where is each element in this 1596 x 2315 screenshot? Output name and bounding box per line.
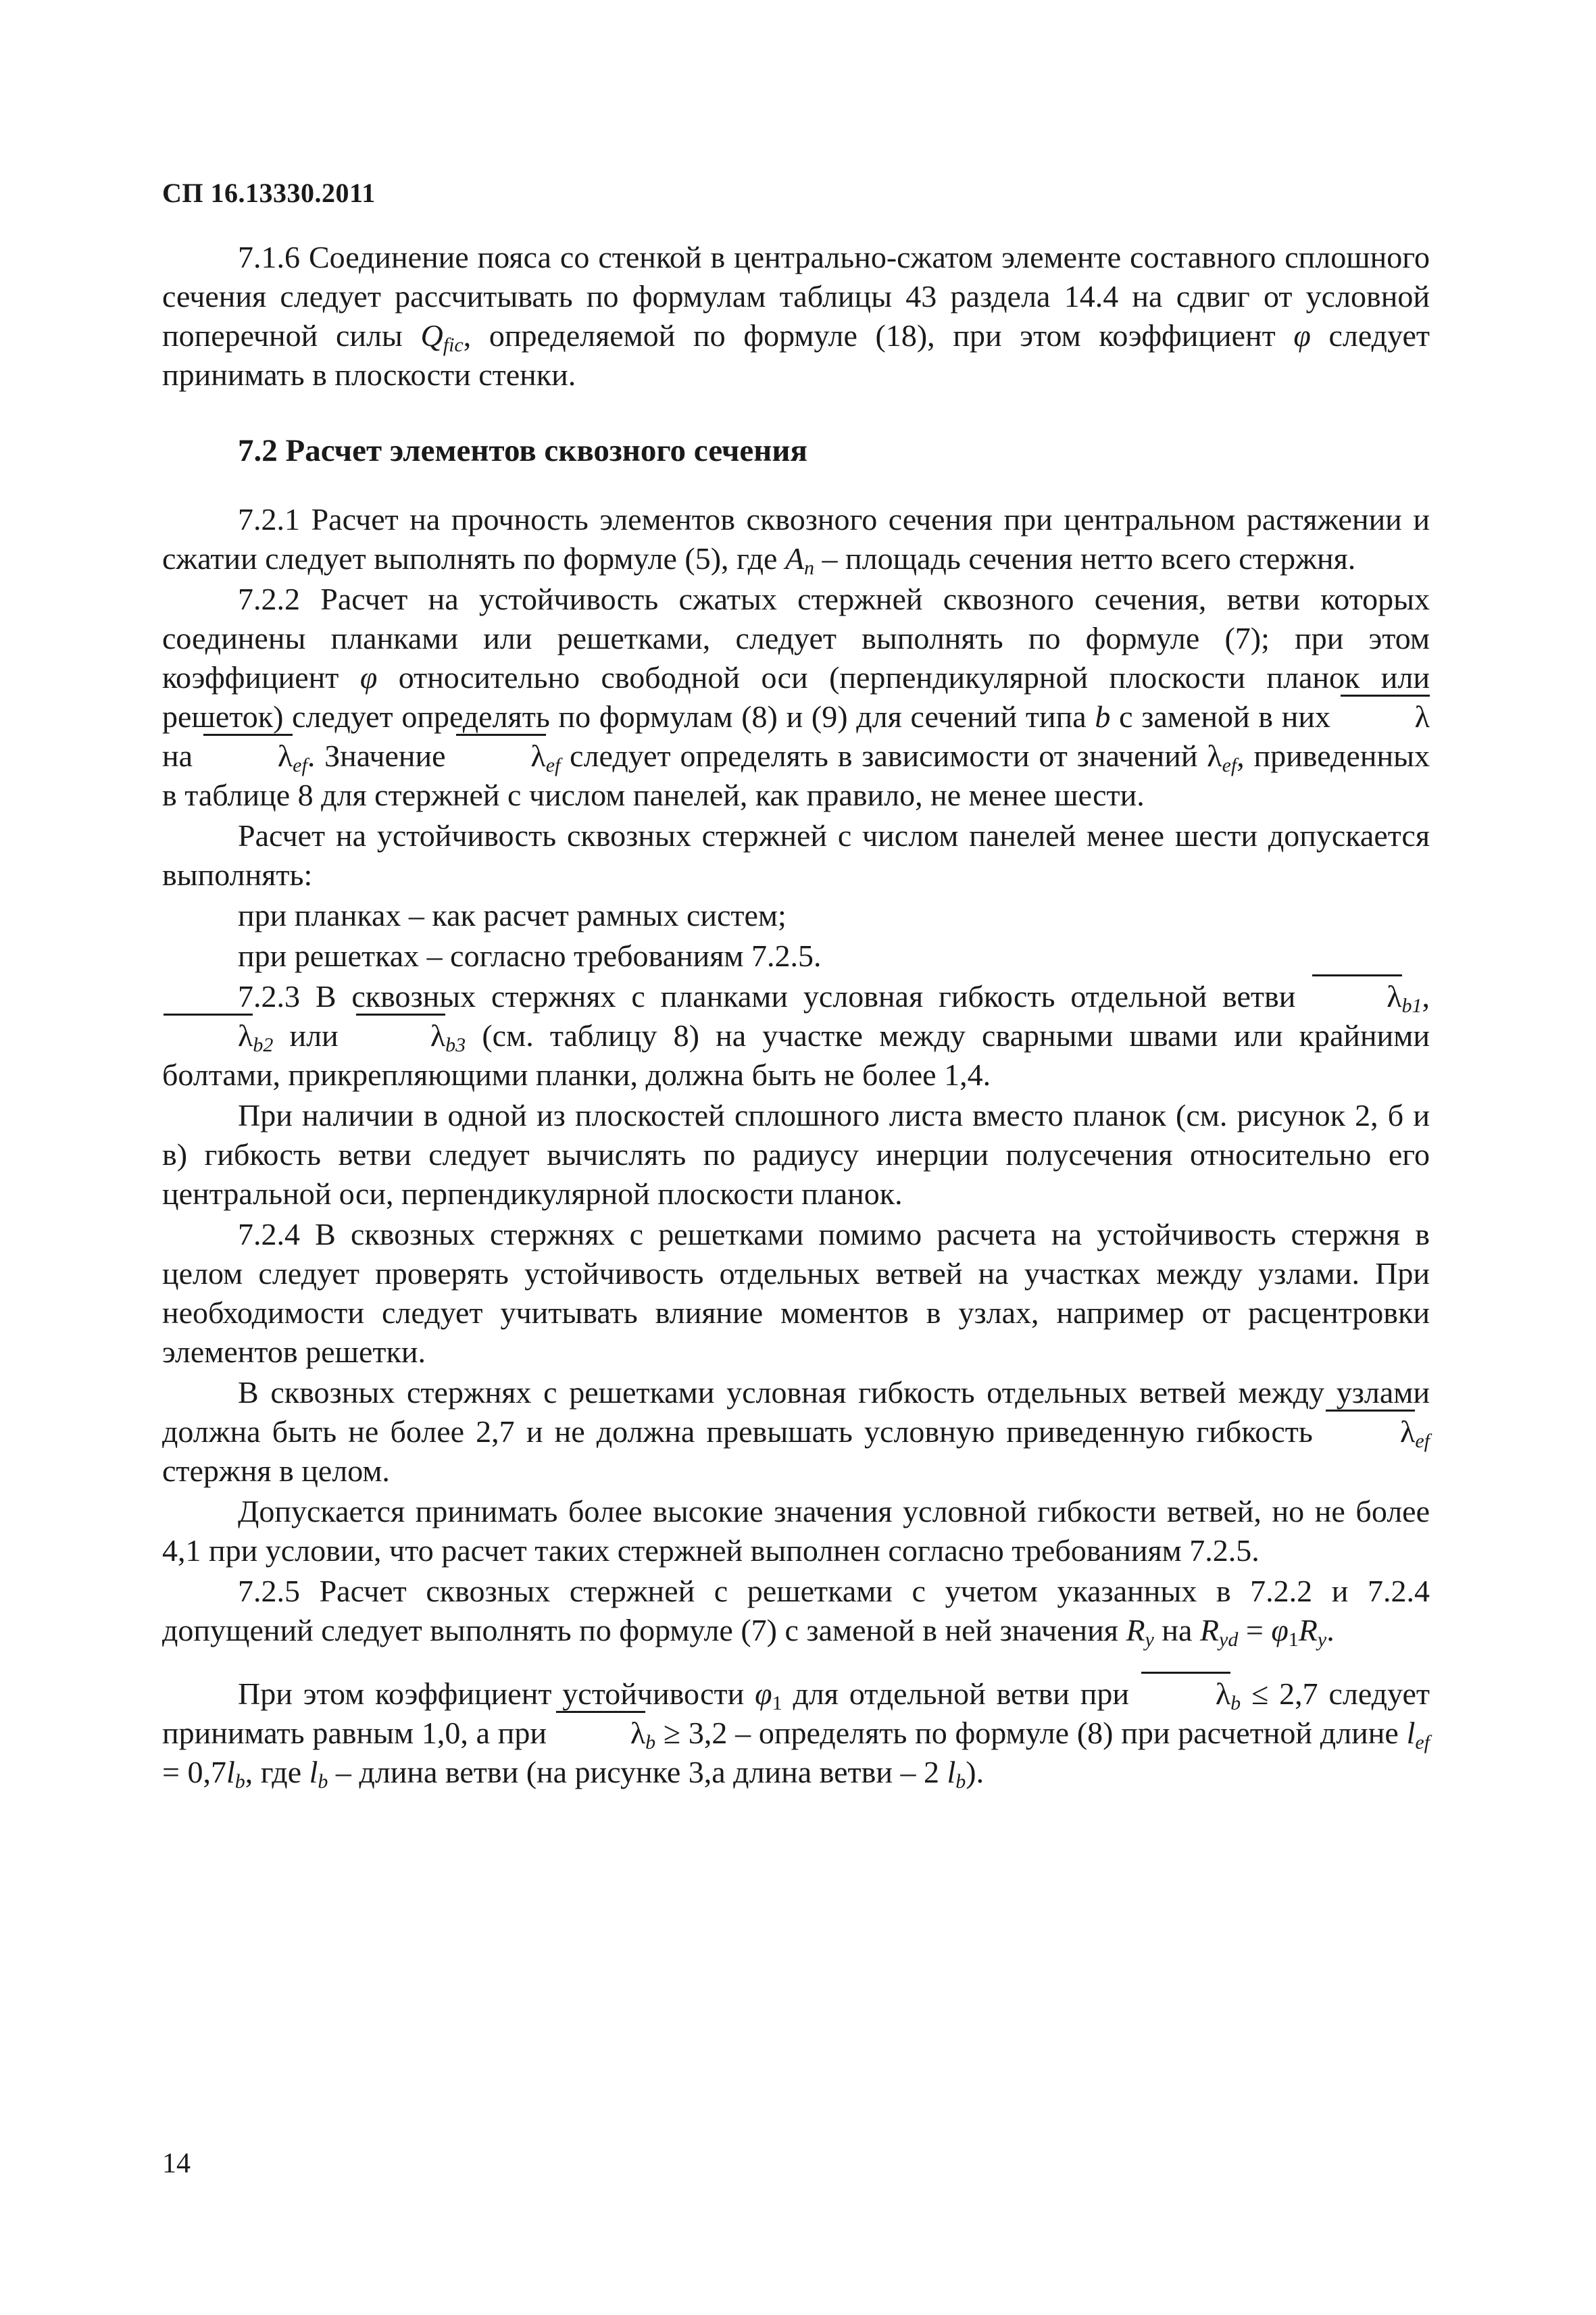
paragraph-7-2-2-b: Расчет на устойчивость сквозных стержней с числом панелей менее шести допускается выполнять: [162,818,1430,892]
paragraph-7-2-2-d: при решетках – согласно требованиям 7.2.5. [238,939,822,973]
paragraph-7-2-2-c: при планках – как расчет рамных систем; [238,898,787,932]
paragraph-7-1-6: 7.1.6 Соединение пояса со стенкой в центрально-сжатом элементе составного сплошного сечения следует рассчитывать по формулам таблицы 43 раздела 14.4 на сдвиг от условной поперечной силы $Q_{fic}$, определяемой по формуле (18), при этом коэффициент φ следует принимать в плоскости стенки. [162,240,1430,392]
paragraph-7-2-2: 7.2.2 Расчет на устойчивость сжатых стержней сквозного сечения, ветви которых соединены планками или решетками, следует выполнять по формуле (7); при этом коэффициент φ относительно свободной оси (перпендикулярной плоскости планок или решеток) следует определять по формулам (8) и (9) для сечений типа b с заменой в них λ на $\lambda_{ef}$. Значение $\lambda_{ef}$ следует определять в зависимости от значений $\lambda_{ef}$, приведенных в таблице 8 для стержней с числом панелей, как правило, не менее шести. [162,582,1430,812]
page-number: 14 [162,2148,191,2179]
paragraph-7-2-4-b: В сквозных стержнях с решетками условная гибкость отдельных ветвей между узлами должна быть не более 2,7 и не должна превышать условную приведенную гибкость $\lambda_{ef}$ стержня в целом. [162,1375,1430,1488]
paragraph-7-2-5: 7.2.5 Расчет сквозных стержней с решетками с учетом указанных в 7.2.2 и 7.2.4 допущений следует выполнять по формуле (7) с заменой в ней значения $R_y$ на $R_{yd} = \varphi_1R_y$. [162,1574,1430,1651]
section-heading-7-2: 7.2 Расчет элементов сквозного сечения [238,433,807,468]
paragraph-7-2-4-c: Допускается принимать более высокие значения условной гибкости ветвей, но не более 4,1 при условии, что расчет таких стержней выполнен согласно требованиям 7.2.5. [162,1494,1430,1568]
paragraph-7-2-1: 7.2.1 Расчет на прочность элементов сквозного сечения при центральном растяжении и сжатии следует выполнять по формуле (5), где $A_n$ – площадь сечения нетто всего стержня. [162,502,1430,579]
document-header: СП 16.13330.2011 [162,178,376,208]
paragraph-7-2-3-b: При наличии в одной из плоскостей сплошного листа вместо планок (см. рисунок 2, б и в) гибкость ветви следует вычислять по радиусу инерции полусечения относительно его центральной оси, перпендикулярной плоскости планок. [162,1098,1430,1211]
paragraph-7-2-5-b: При этом коэффициент устойчивости $\varphi_1$ для отдельной ветви при $\lambda_b \le 2,7$ следует принимать равным 1,0, а при $\lambda_b \ge 3,2$ – определять по формуле (8) при расчетной длине $l_{ef} = 0,7l_b$, где $l_b$ – длина ветви (на рисунке 3,а длина ветви – 2 $l_b$). [162,1674,1430,1792]
paragraph-7-2-3: 7.2.3 В сквозных стержнях с планками условная гибкость отдельной ветви $\lambda_{b1}$, $\lambda_{b2}$ или $\lambda_{b3}$ (см. таблицу 8) на участке между сварными швами или крайними болтами, прикрепляющими планки, должна быть не более 1,4. [162,977,1430,1095]
paragraph-7-2-4: 7.2.4 В сквозных стержнях с решетками помимо расчета на устойчивость стержня в целом следует проверять устойчивость отдельных ветвей на участках между узлами. При необходимости следует учитывать влияние моментов в узлах, например от расцентровки элементов решетки. [162,1217,1430,1369]
document-body [162,238,1430,1793]
